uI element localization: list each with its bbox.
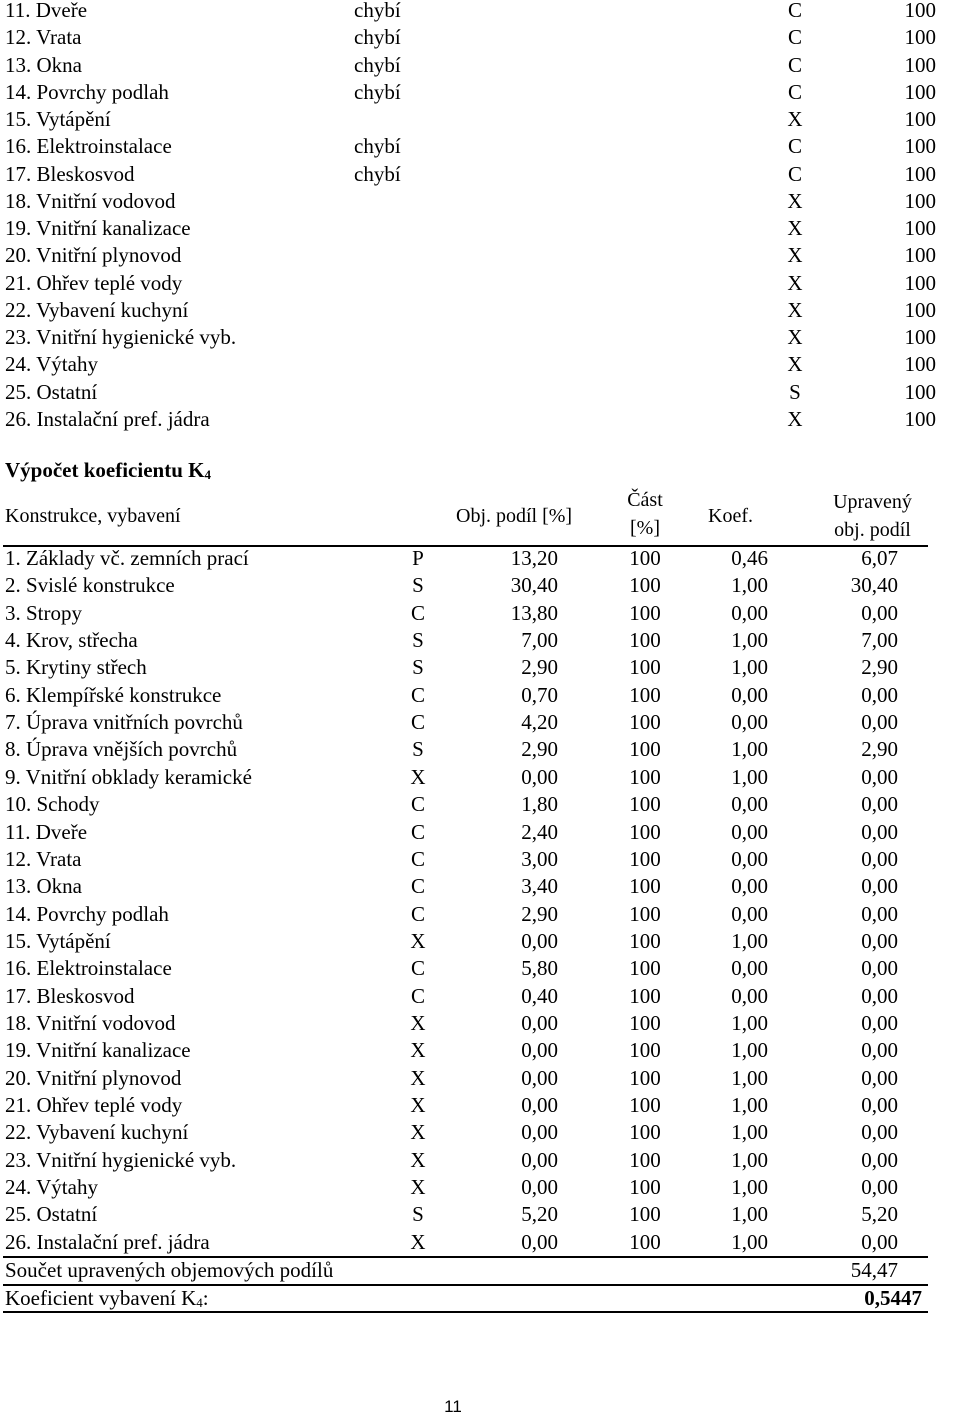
row-code: S [412,573,424,598]
row-part: 100 [629,600,661,625]
row-name: 3. Stropy [5,600,83,625]
list-item [0,242,960,269]
item-value: 100 [904,325,936,349]
row-code: C [410,874,425,899]
item-code: X [787,297,803,322]
table-row [0,709,960,736]
row-adjusted: 0,00 [861,710,898,735]
row-name: 14. Povrchy podlah [5,901,169,926]
table-row [0,1229,960,1256]
row-coef: 0,00 [731,846,768,871]
item-code: C [787,0,802,22]
row-name: 24. Výtahy [5,1175,98,1200]
row-code: C [410,600,425,625]
row-part: 100 [629,901,661,926]
row-name: 1. Základy vč. zemních prací [5,546,249,570]
table-row [0,846,960,873]
row-code: P [412,546,424,570]
row-adjusted: 0,00 [861,600,898,625]
item-name: 16. Elektroinstalace [5,134,172,159]
item-note: chybí [354,79,401,104]
item-code: C [787,134,802,159]
sum-row [0,1257,960,1284]
row-obj-share: 2,90 [521,901,558,926]
row-part: 100 [629,956,661,981]
sum-label: Součet upravených objemových podílů [5,1258,334,1282]
row-adjusted: 30,40 [850,573,898,598]
item-value: 100 [904,379,936,404]
row-obj-share: 2,40 [521,819,558,844]
row-adjusted: 0,00 [861,682,898,707]
row-coef: 0,00 [731,600,768,625]
row-obj-share: 0,00 [521,1175,558,1200]
row-code: S [412,628,424,653]
row-part: 100 [629,573,661,598]
table-row [0,1201,960,1228]
item-value: 100 [904,352,936,377]
row-part: 100 [629,628,661,653]
row-obj-share: 0,70 [521,682,558,707]
table-row [0,1092,960,1119]
row-coef: 1,00 [731,928,768,953]
item-value: 100 [904,52,936,77]
row-name: 10. Schody [5,792,100,817]
row-name: 8. Úprava vnějších povrchů [5,737,238,762]
row-code: X [410,1120,426,1145]
row-code: X [410,1175,426,1200]
item-note: chybí [354,161,401,186]
row-coef: 1,00 [731,628,768,653]
list-item [0,52,960,79]
row-part: 100 [629,546,661,570]
row-obj-share: 0,00 [521,1093,558,1117]
table-row [0,873,960,900]
item-code: X [787,216,803,240]
koef-row [0,1285,960,1312]
row-code: C [410,682,425,707]
table-row [0,736,960,763]
table-row [0,545,960,572]
row-obj-share: 5,20 [521,1202,558,1227]
row-code: C [410,846,425,871]
item-value: 100 [904,161,936,186]
row-obj-share: 2,90 [521,737,558,762]
row-part: 100 [629,1093,661,1117]
row-adjusted: 0,00 [861,928,898,953]
row-name: 4. Krov, střecha [5,628,138,653]
row-part: 100 [629,819,661,844]
item-code: C [787,52,802,77]
sum-value: 54,47 [850,1258,898,1282]
item-code: S [789,379,801,404]
row-obj-share: 0,00 [521,1038,558,1063]
row-adjusted: 0,00 [861,1120,898,1145]
item-name: 18. Vnitřní vodovod [5,188,176,213]
row-code: X [410,1010,426,1035]
row-adjusted: 0,00 [861,1147,898,1172]
row-adjusted: 0,00 [861,983,898,1008]
row-part: 100 [629,710,661,735]
item-name: 12. Vrata [5,25,82,50]
page-number: 11 [444,1397,462,1416]
list-item [0,0,960,24]
row-code: S [412,655,424,680]
row-part: 100 [629,1147,661,1172]
row-coef: 1,00 [731,1120,768,1145]
row-name: 23. Vnitřní hygienické vyb. [5,1147,237,1172]
item-code: X [787,243,803,268]
table-row [0,901,960,928]
row-code: X [410,1229,426,1254]
header-construction: Konstrukce, vybavení [5,505,181,527]
list-item [0,379,960,406]
list-item [0,188,960,215]
list-item [0,406,960,433]
table-row [0,1065,960,1092]
row-obj-share: 30,40 [510,573,558,598]
row-coef: 0,00 [731,956,768,981]
row-obj-share: 3,00 [521,846,558,871]
row-coef: 1,00 [731,1175,768,1200]
row-obj-share: 3,40 [521,874,558,899]
table-row [0,928,960,955]
item-value: 100 [904,216,936,240]
row-part: 100 [629,682,661,707]
row-name: 18. Vnitřní vodovod [5,1010,176,1035]
row-adjusted: 0,00 [861,901,898,926]
row-code: X [410,1038,426,1063]
list-item [0,215,960,242]
row-adjusted: 0,00 [861,1093,898,1117]
row-obj-share: 0,00 [521,1147,558,1172]
row-code: X [410,764,426,789]
item-code: X [787,406,803,431]
table-row [0,1174,960,1201]
row-part: 100 [629,792,661,817]
item-name: 21. Ohřev teplé vody [5,270,183,295]
list-item [0,270,960,297]
table-row [0,572,960,599]
item-name: 22. Vybavení kuchyní [5,297,189,322]
row-obj-share: 4,20 [521,710,558,735]
row-obj-share: 2,90 [521,655,558,680]
table-row [0,955,960,982]
item-name: 26. Instalační pref. jádra [5,406,210,431]
row-code: X [410,928,426,953]
item-name: 19. Vnitřní kanalizace [5,216,191,240]
row-coef: 0,46 [731,546,768,570]
item-note: chybí [354,134,401,159]
item-code: C [787,79,802,104]
list-item [0,106,960,133]
row-part: 100 [629,846,661,871]
row-coef: 1,00 [731,737,768,762]
row-part: 100 [629,655,661,680]
row-obj-share: 0,00 [521,1229,558,1254]
row-obj-share: 0,00 [521,928,558,953]
row-coef: 1,00 [731,1038,768,1063]
item-value: 100 [904,107,936,131]
row-coef: 0,00 [731,682,768,707]
table-row [0,1010,960,1037]
list-item [0,133,960,160]
koef-rule [3,1311,928,1313]
row-coef: 0,00 [731,874,768,899]
koef-value: 0,5447 [864,1286,922,1310]
row-code: C [410,792,425,817]
row-adjusted: 0,00 [861,764,898,789]
row-adjusted: 0,00 [861,819,898,844]
row-coef: 1,00 [731,1202,768,1227]
header-obj-share: Obj. podíl [%] [456,505,573,527]
row-code: C [410,819,425,844]
row-adjusted: 2,90 [861,737,898,762]
row-coef: 0,00 [731,710,768,735]
item-name: 13. Okna [5,52,82,77]
row-part: 100 [629,983,661,1008]
item-name: 11. Dveře [5,0,88,22]
row-name: 9. Vnitřní obklady keramické [5,764,252,789]
header-coef: Koef. [708,505,753,527]
row-coef: 0,00 [731,792,768,817]
row-part: 100 [629,764,661,789]
row-name: 19. Vnitřní kanalizace [5,1038,191,1063]
item-value: 100 [904,297,936,322]
row-name: 7. Úprava vnitřních povrchů [5,710,243,735]
row-part: 100 [629,928,661,953]
row-name: 26. Instalační pref. jádra [5,1229,210,1254]
row-name: 15. Vytápění [5,928,111,953]
row-code: X [410,1065,426,1090]
row-name: 22. Vybavení kuchyní [5,1120,189,1145]
row-name: 11. Dveře [5,819,88,844]
list-item [0,161,960,188]
row-code: S [412,1202,424,1227]
table-row [0,791,960,818]
header-part-unit: [%] [630,517,660,539]
row-part: 100 [629,1010,661,1035]
item-note: chybí [354,25,401,50]
row-adjusted: 0,00 [861,1065,898,1090]
row-name: 6. Klempířské konstrukce [5,682,222,707]
row-coef: 0,00 [731,983,768,1008]
header-adjusted: Upravený [833,491,912,513]
row-part: 100 [629,1120,661,1145]
table-row [0,654,960,681]
item-value: 100 [904,188,936,213]
item-value: 100 [904,270,936,295]
item-value: 100 [904,0,936,22]
row-adjusted: 7,00 [861,628,898,653]
row-coef: 0,00 [731,819,768,844]
row-code: X [410,1147,426,1172]
row-name: 12. Vrata [5,846,82,871]
list-item [0,351,960,378]
row-coef: 1,00 [731,655,768,680]
row-obj-share: 0,00 [521,1010,558,1035]
section-title: Výpočet koeficientu $K_4$ [5,458,211,482]
row-code: C [410,956,425,981]
row-part: 100 [629,1065,661,1090]
row-name: 17. Bleskosvod [5,983,135,1008]
row-part: 100 [629,1229,661,1254]
list-item [0,324,960,351]
item-code: X [787,270,803,295]
row-coef: 1,00 [731,764,768,789]
koef-label: Koeficient vybavení $K_4$: [5,1286,209,1310]
table-row [0,600,960,627]
row-adjusted: 0,00 [861,1175,898,1200]
item-name: 20. Vnitřní plynovod [5,243,182,268]
item-code: X [787,325,803,349]
item-name: 25. Ostatní [5,379,98,404]
list-item [0,79,960,106]
table-row [0,1147,960,1174]
item-value: 100 [904,79,936,104]
row-coef: 1,00 [731,573,768,598]
row-part: 100 [629,874,661,899]
row-part: 100 [629,1038,661,1063]
row-code: C [410,901,425,926]
list-item [0,24,960,51]
row-name: 20. Vnitřní plynovod [5,1065,182,1090]
row-name: 13. Okna [5,874,82,899]
item-name: 17. Bleskosvod [5,161,135,186]
row-obj-share: 0,00 [521,764,558,789]
row-obj-share: 13,20 [510,546,558,570]
item-code: X [787,107,803,131]
row-part: 100 [629,1175,661,1200]
row-coef: 1,00 [731,1147,768,1172]
row-adjusted: 0,00 [861,874,898,899]
header-adjusted-unit: obj. podíl [834,519,911,541]
row-name: 16. Elektroinstalace [5,956,172,981]
table-row [0,682,960,709]
row-obj-share: 0,00 [521,1120,558,1145]
row-code: X [410,1093,426,1117]
row-name: 2. Svislé konstrukce [5,573,175,598]
row-code: S [412,737,424,762]
row-part: 100 [629,1202,661,1227]
row-coef: 1,00 [731,1010,768,1035]
row-obj-share: 1,80 [521,792,558,817]
table-row [0,983,960,1010]
item-name: 14. Povrchy podlah [5,79,169,104]
table-row [0,627,960,654]
row-name: 21. Ohřev teplé vody [5,1093,183,1117]
item-value: 100 [904,243,936,268]
row-adjusted: 0,00 [861,846,898,871]
row-adjusted: 2,90 [861,655,898,680]
row-obj-share: 13,80 [510,600,558,625]
row-adjusted: 0,00 [861,1038,898,1063]
row-adjusted: 0,00 [861,956,898,981]
row-adjusted: 0,00 [861,1229,898,1254]
header-part: Část [627,489,663,511]
row-coef: 1,00 [731,1093,768,1117]
row-code: C [410,983,425,1008]
row-name: 25. Ostatní [5,1202,98,1227]
row-obj-share: 7,00 [521,628,558,653]
list-item [0,297,960,324]
row-obj-share: 0,40 [521,983,558,1008]
row-adjusted: 0,00 [861,1010,898,1035]
item-code: X [787,352,803,377]
item-code: C [787,161,802,186]
item-code: C [787,25,802,50]
table-row [0,1037,960,1064]
row-part: 100 [629,737,661,762]
item-name: 24. Výtahy [5,352,98,377]
row-coef: 1,00 [731,1229,768,1254]
item-name: 23. Vnitřní hygienické vyb. [5,325,237,349]
table-header [0,486,960,546]
table-row [0,819,960,846]
item-name: 15. Vytápění [5,107,111,131]
row-coef: 0,00 [731,901,768,926]
table-row [0,1119,960,1146]
item-value: 100 [904,406,936,431]
table-row [0,764,960,791]
row-obj-share: 0,00 [521,1065,558,1090]
row-name: 5. Krytiny střech [5,655,147,680]
row-obj-share: 5,80 [521,956,558,981]
row-adjusted: 5,20 [861,1202,898,1227]
item-code: X [787,188,803,213]
row-coef: 1,00 [731,1065,768,1090]
row-adjusted: 0,00 [861,792,898,817]
item-value: 100 [904,25,936,50]
row-code: C [410,710,425,735]
item-value: 100 [904,134,936,159]
item-note: chybí [354,52,401,77]
row-adjusted: 6,07 [861,546,898,570]
item-note: chybí [354,0,401,22]
